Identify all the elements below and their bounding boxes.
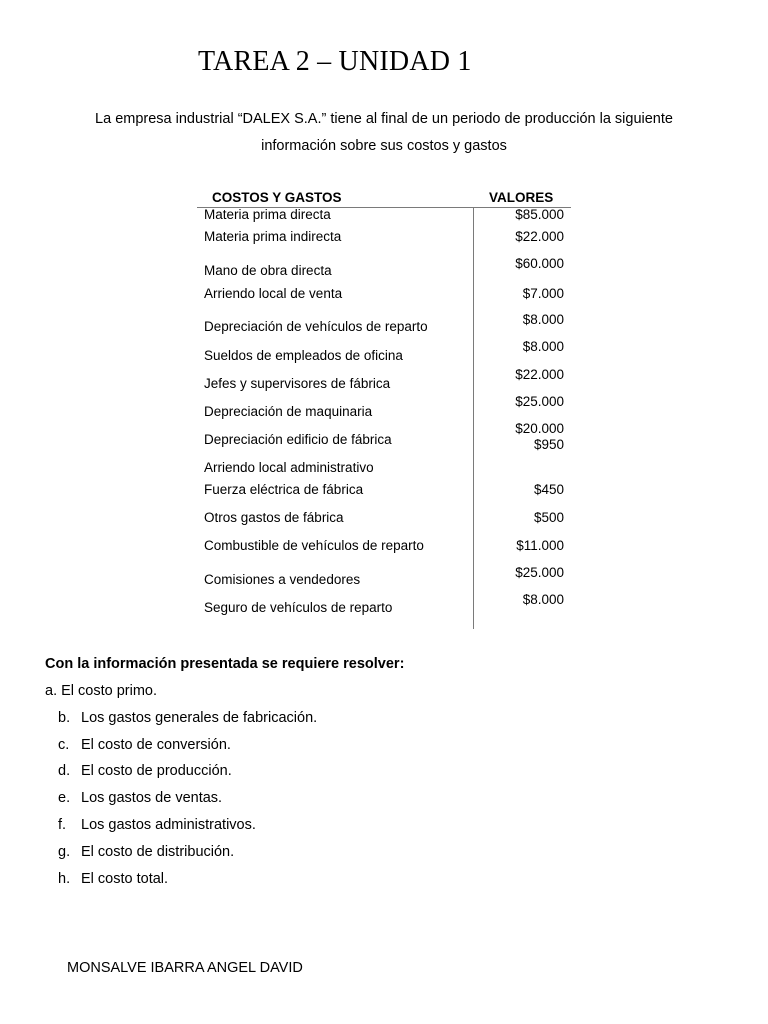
item-letter: f.	[58, 817, 67, 833]
intro-line-1: La empresa industrial “DALEX S.A.” tiene al final de un periodo de producción la siguiente	[95, 111, 673, 127]
item-letter: a.	[45, 683, 58, 699]
row-label: Mano de obra directa	[204, 263, 332, 278]
row-value: $8.000	[522, 339, 564, 354]
item-text: Los gastos administrativos.	[81, 817, 256, 833]
item-text: Los gastos generales de fabricación.	[81, 710, 318, 726]
row-label: Jefes y supervisores de fábrica	[204, 376, 391, 391]
item-letter: c.	[58, 737, 70, 753]
row-value: $60.000	[515, 256, 564, 271]
row-label: Materia prima directa	[204, 207, 331, 222]
row-label: Arriendo local administrativo	[204, 460, 374, 475]
row-value: $8.000	[522, 312, 564, 327]
row-value: $11.000	[516, 538, 564, 553]
row-value: $8.000	[522, 592, 564, 607]
item-letter: h.	[58, 871, 71, 887]
row-value: $450	[533, 482, 564, 497]
row-label: Sueldos de empleados de oficina	[204, 348, 403, 363]
item-letter: b.	[58, 710, 71, 726]
header-value: VALORES	[489, 190, 554, 205]
row-value: $25.000	[515, 394, 564, 409]
page-title: TAREA 2 – UNIDAD 1	[198, 46, 472, 77]
item-letter: e.	[58, 790, 71, 806]
row-value: $85.000	[515, 207, 564, 222]
row-label: Arriendo local de venta	[204, 286, 343, 301]
item-text: El costo de conversión.	[81, 737, 231, 753]
row-value: $500	[533, 510, 564, 525]
author-name: MONSALVE IBARRA ANGEL DAVID	[67, 960, 303, 976]
table-column-divider	[473, 207, 474, 629]
row-label: Fuerza eléctrica de fábrica	[204, 482, 364, 497]
item-letter: d.	[58, 763, 71, 779]
row-label: Combustible de vehículos de reparto	[204, 538, 424, 553]
item-text: Los gastos de ventas.	[81, 790, 223, 806]
item-text: El costo primo.	[61, 683, 158, 699]
row-value: $25.000	[515, 565, 564, 580]
row-label: Depreciación edificio de fábrica	[204, 432, 392, 447]
item-text: El costo total.	[81, 871, 169, 887]
item-letter: g.	[58, 844, 71, 860]
row-value: $22.000	[515, 367, 564, 382]
header-concept: COSTOS Y GASTOS	[212, 190, 342, 205]
row-label: Materia prima indirecta	[204, 229, 342, 244]
item-text: El costo de producción.	[81, 763, 232, 779]
row-value: $7.000	[522, 286, 564, 301]
requirements-heading: Con la información presentada se requiere resolver:	[45, 656, 405, 672]
row-label: Comisiones a vendedores	[204, 572, 361, 587]
row-value: $22.000	[515, 229, 564, 244]
list-item	[45, 683, 157, 699]
intro-line-2: información sobre sus costos y gastos	[261, 138, 507, 154]
row-label: Depreciación de vehículos de reparto	[204, 319, 428, 334]
row-label: Seguro de vehículos de reparto	[204, 600, 393, 615]
row-value: $950	[533, 437, 564, 452]
row-value: $20.000	[515, 421, 564, 436]
row-label: Otros gastos de fábrica	[204, 510, 344, 525]
row-label: Depreciación de maquinaria	[204, 404, 373, 419]
item-text: El costo de distribución.	[81, 844, 235, 860]
